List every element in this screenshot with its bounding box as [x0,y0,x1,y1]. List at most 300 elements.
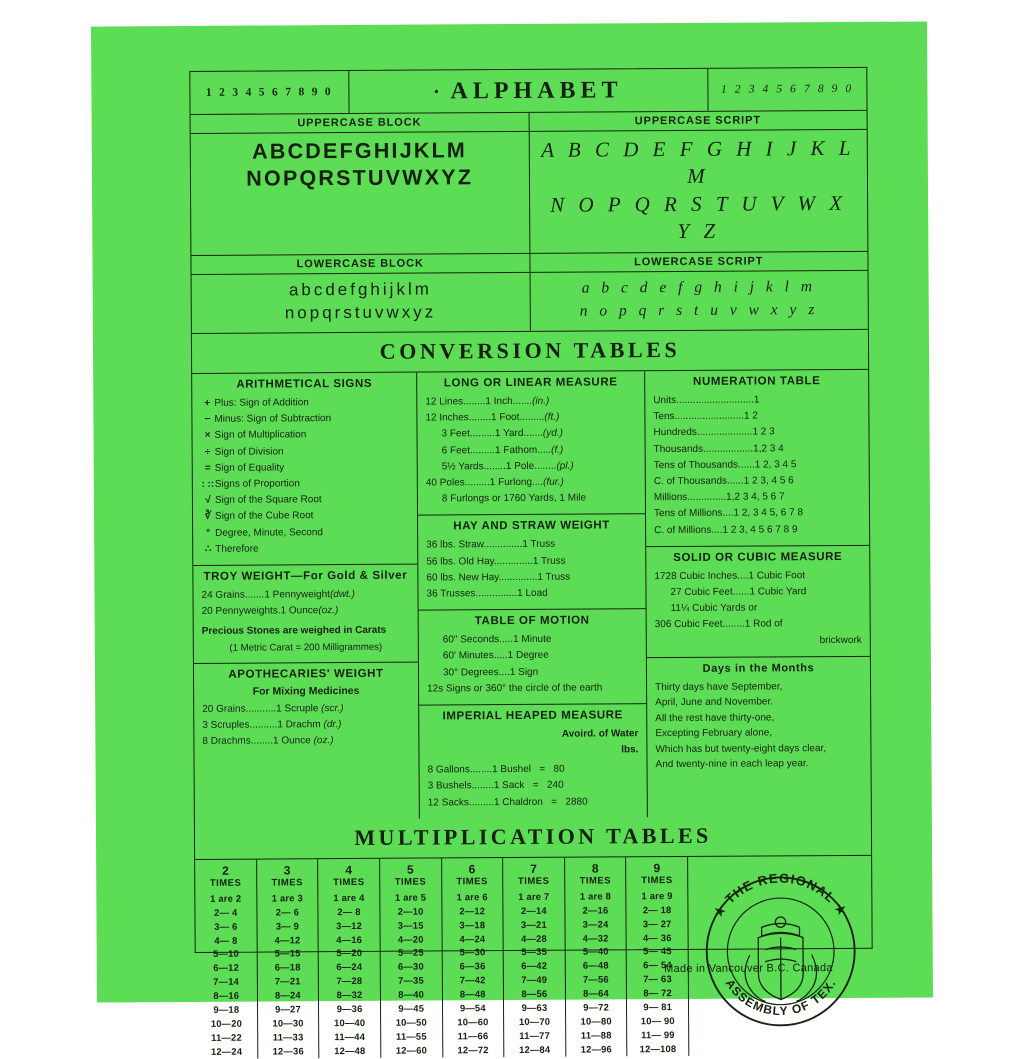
numeration-row [653,392,860,409]
cubic-row [655,616,862,633]
troy-row [201,587,409,604]
num-left: Tens of Thousands [653,459,739,471]
num-right: 1 2 3, 4 5 6 7 8 9 [722,523,798,536]
num-left: Thousands [653,443,704,455]
times-row: 5—35 [521,946,548,958]
apo-right: 1 Drachm [277,719,321,731]
times-label: TIMES [209,877,242,889]
times-row: 12—60 [395,1044,428,1056]
sign-text: Plus: Sign of Addition [214,397,309,409]
times-row: 6— 54 [643,959,672,971]
num-dots: .... [722,508,734,520]
imp-eq: = [539,764,546,776]
times-row: 3— 27 [642,917,672,929]
sign-text: Sign of Multiplication [214,429,307,442]
hay-right: 1 Load [517,587,548,599]
sign-row [201,459,409,476]
times-table-7 [502,858,565,1057]
times-row: 2— 6 [275,906,300,918]
hay-straw-box [418,515,646,611]
troy-right: 1 Pennyweight [264,589,330,601]
lin-dots: ......... [464,477,490,489]
times-row: 8— 72 [643,987,672,999]
sign-symbol: ° [206,527,211,539]
times-row: 4—28 [521,932,547,944]
apothecaries-box [194,663,419,758]
times-row: 9—72 [583,1001,610,1013]
times-row: 3—18 [459,918,486,930]
times-number: 5 [406,862,414,877]
times-row: 12—24 [210,1045,243,1057]
lowercase-script [529,271,868,331]
times-row: 8—64 [583,987,609,999]
times-row: 6—36 [459,960,486,972]
days-line: All the rest have thirty-one, [655,712,775,724]
lin-right: 1 Yard [494,428,524,440]
imp-left: 3 Bushels [427,780,472,792]
times-row: 11— 99 [641,1028,675,1041]
lin-right: 1 Foot [491,412,520,424]
num-dots: .................... [696,426,753,439]
times-row: 7—35 [398,974,424,986]
troy-note-2: (1 Metric Carat = 200 Milligrammes) [229,641,383,654]
apo-left: 8 Drachms [202,736,251,748]
cub-dots: .... [737,570,749,582]
times-row: 9—54 [459,1002,486,1014]
mot-right: 1 Sign [509,666,539,678]
cub-right-cont: brickwork [819,634,862,646]
conversion-column-3 [644,370,871,817]
sign-symbol: = [204,462,211,474]
times-row: 3—24 [582,918,609,930]
lin-dots: ......... [469,444,496,456]
imp-right: 1 Chaldron [493,796,543,808]
imp-right: 1 Bushel [492,764,532,776]
troy-note-1: Precious Stones are weighed in Carats [201,625,387,638]
lin-right: 1 Pole [505,460,535,472]
sign-text: Degree, Minute, Second [215,526,323,539]
numeration-row [654,473,861,490]
num-right: 1 [753,394,760,406]
times-row: 10—20 [210,1017,243,1029]
times-row: 8—24 [274,989,301,1001]
times-table-2 [195,859,257,1058]
times-row: 7— 63 [643,973,672,985]
imperial-row [428,761,639,778]
days-line: April, June and November. [655,696,774,709]
numeration-row [654,521,861,538]
hay-row [426,537,637,554]
title-dot: • [434,83,444,98]
mot-right: 1 Minute [513,633,552,646]
times-row: 8—40 [398,988,425,1000]
times-table-9 [625,857,688,1056]
times-row: 1 are 4 [333,891,365,903]
cub-left: 1728 Cubic Inches [654,570,738,582]
times-label: TIMES [394,876,427,888]
num-dots: .... [711,524,723,536]
sign-text: Sign of the Cube Root [214,510,314,523]
times-row: 1 are 5 [394,891,427,903]
times-row: 1 are 6 [456,890,488,903]
times-row: 2—16 [582,904,609,916]
troy-left: 24 Grains [201,589,245,601]
times-row: 12—84 [519,1043,551,1055]
sign-text: Signs of Proportion [214,478,300,490]
card-page [91,21,933,1057]
times-row: 7—28 [336,975,363,987]
lin-abbr: (yd.) [542,428,563,440]
numeration-row [653,424,860,441]
mot-right: 1 Degree [507,650,549,662]
times-row: 1 are 2 [210,892,242,904]
num-left: Millions [653,492,688,504]
times-row: 9— 81 [643,1001,673,1013]
times-row: 5—40 [582,945,609,958]
times-row: 6—24 [336,961,363,973]
sign-symbol: ∛ [204,511,212,523]
lowercase-script-line1: a b c d e f g h i j k l m [581,278,817,297]
cubic-row [655,632,862,649]
seal-cell [687,856,872,1056]
svg-text:★ THE REGIONAL ★: ★ THE REGIONAL ★ [709,870,851,921]
imp-value: 240 [546,780,564,792]
times-row: 7—21 [274,975,301,987]
times-table-5 [379,858,442,1057]
times-row: 4—20 [397,933,424,945]
num-dots: ...... [726,475,744,487]
sign-row [200,395,408,412]
imp-right: 1 Sack [493,780,525,792]
lin-left: 6 Feet [441,444,471,457]
label-lowercase-block: LOWERCASE BLOCK [296,257,424,271]
imperial-row [428,778,639,795]
times-row: 12—36 [272,1045,304,1057]
hay-row [426,553,637,570]
multiplication-body [195,855,872,1059]
motion-row [427,631,638,648]
motion-row [427,680,638,697]
troy-weight-box [193,565,418,664]
cub-dots: ........ [722,618,745,631]
lin-dots2: ....... [523,428,543,440]
times-row: 3—15 [397,919,424,931]
conversion-title: CONVERSION TABLES [379,337,681,364]
mot-left: 60' Minutes [442,650,494,662]
lin-left: 40 Poles [425,477,465,489]
days-line: Excepting February alone, [655,727,773,740]
times-row: 4— 36 [642,931,672,943]
times-table-8 [564,857,627,1056]
times-row: 10—60 [457,1016,489,1028]
hay-left: 56 lbs. Old Hay [426,555,494,568]
hay-straw-title: HAY AND STRAW WEIGHT [453,519,610,533]
times-row: 11—88 [580,1029,612,1041]
times-table-3 [256,859,319,1058]
cub-dots: ...... [732,586,750,598]
times-table-6 [441,858,504,1057]
lin-dots: ........ [483,460,506,472]
num-right: 1 2 3 [752,426,775,438]
lin-right: 1 Furlong [489,476,533,489]
times-row: 9—27 [275,1003,301,1015]
lin-left: 3 Feet [441,428,470,440]
num-dots: .................. [703,443,754,455]
lowercase-block-line1: abcdefghijklm [288,279,432,300]
hay-left: 60 lbs. New Hay [426,571,499,584]
lin-dots2: ..... [537,444,552,456]
num-dots: ...... [738,459,755,471]
apothecaries-row [202,733,410,750]
cubic-row [654,568,861,585]
lin-abbr: (fur.) [543,476,564,488]
numeration-row [654,489,861,506]
lowercase-script-line2: n o p q r s t u v w x y z [579,300,819,320]
conversion-column-1 [192,373,419,820]
lin-left: 12 Inches [425,412,469,424]
cubic-row [654,584,861,601]
linear-row [425,426,636,443]
lin-dots: ......... [469,428,495,440]
times-row: 3— 6 [214,920,238,932]
days-in-months-box [647,657,871,780]
num-left: Hundreds [653,427,697,439]
regional-assembly-seal-icon [694,865,867,1038]
multiplication-tables [195,857,688,1059]
imp-value: 80 [553,763,565,776]
times-row: 11—33 [272,1031,304,1043]
lin-right: 1 Inch [485,396,513,408]
lin-dots: ........ [468,412,492,424]
times-row: 8—48 [459,988,486,1000]
times-row: 7—49 [521,974,548,986]
days-line: And twenty-nine in each leap year. [655,758,809,771]
times-row: 1 are 9 [641,889,673,902]
uppercase-script [528,130,867,253]
times-label: TIMES [517,875,550,887]
lin-dots2: ........ [534,460,557,472]
times-row: 6—12 [213,962,240,974]
hay-row [426,569,637,586]
hay-left: 36 Trusses [426,588,476,600]
solid-cubic-box [646,546,870,658]
sign-text: Sign of Equality [214,462,285,474]
num-right: 1 2, 3 4 5 [754,459,797,471]
sign-symbol: ÷ [204,446,211,458]
mot-left: 30° Degrees [442,666,499,678]
apo-dots: ........... [245,703,277,715]
hay-right: 1 Truss [537,571,571,583]
times-row: 1 are 7 [518,890,550,902]
apo-right: 1 Ounce [272,735,311,747]
times-row: 2—12 [459,904,486,917]
lin-dots2: .... [531,476,544,488]
apothecaries-subtitle: For Mixing Medicines [252,684,360,698]
times-row: 10—80 [580,1015,612,1027]
imperial-subtitle: Avoird. of Water [561,728,639,740]
hay-right: 1 Truss [522,539,556,551]
motion-row [427,648,638,665]
times-row: 7—42 [459,974,486,986]
conversion-column-2 [416,371,647,818]
times-label: TIMES [456,875,488,888]
lin-left: 12 Lines [425,396,464,408]
days-in-months-title: Days in the Months [702,661,815,675]
times-row: 5—15 [274,947,301,959]
num-right: 1,2 3 4, 5 6 7 [726,491,785,503]
linear-row [426,458,637,475]
hay-dots: .............. [483,539,523,551]
times-row: 9—36 [336,1002,363,1015]
times-row: 11—22 [211,1031,242,1043]
numeration-row [654,440,861,457]
times-row: 4—32 [582,931,609,944]
uppercase-script-line1: A B C D E F G H I J K L M [541,135,855,189]
made-in-footer: Made in Vancouver B.C. Canada [664,962,833,976]
numeration-row [653,408,860,425]
alphabet-title-text: ALPHABET [450,76,623,104]
sign-symbol: : :: [201,478,215,490]
sign-text: Minus: Sign of Subtraction [214,413,332,426]
num-left: C. of Millions [654,524,712,536]
times-row: 6—18 [274,961,301,973]
num-left: Units [653,395,677,407]
band-body-upper [191,129,868,255]
times-number: 4 [345,862,353,877]
hay-dots: ............... [475,587,518,600]
sign-row [200,411,408,428]
times-row: 5—10 [213,948,239,960]
lin-abbr: (in.) [532,395,550,407]
apo-right: 1 Scruple [276,703,319,715]
times-row: 8—56 [521,987,548,1000]
times-row: 4—16 [336,933,363,945]
lin-dots2: ....... [512,395,533,408]
troy-weight-title: TROY WEIGHT—For Gold & Silver [203,569,408,583]
alphabet-header [190,68,866,114]
linear-row [426,442,637,459]
times-row: 11—55 [395,1030,427,1042]
lin-right: 1 Fathom [494,444,538,456]
times-row: 12—72 [457,1043,489,1056]
linear-row [426,474,637,491]
mot-dots: ..... [499,634,514,646]
times-row: 2—14 [520,904,547,916]
numeration-table-box [645,370,869,547]
times-number: 2 [222,863,229,878]
times-label: TIMES [333,876,365,888]
times-row: 5—30 [459,946,486,958]
times-row: 3—12 [336,919,363,931]
times-row: 7—14 [213,975,240,988]
apo-abbr: (scr.) [321,703,344,715]
apo-dots: ........ [250,735,274,748]
times-row: 1 are 8 [579,890,612,902]
times-row: 7—56 [582,973,609,985]
hay-row [426,585,637,602]
num-right: 1 2, 3 4 5, 6 7 8 [733,507,804,520]
imperial-heaped-title: IMPERIAL HEAPED MEASURE [442,709,623,723]
solid-cubic-title: SOLID OR CUBIC MEASURE [673,550,843,564]
num-right: 1 2 [743,410,758,422]
hay-right: 1 Truss [532,555,566,567]
times-row: 10—40 [334,1016,366,1029]
sign-symbol: × [204,430,211,442]
uppercase-block-line2: NOPQRSTUVWXYZ [246,164,474,191]
times-number: 7 [530,861,538,876]
uppercase-block [191,132,529,255]
lin-abbr: (ft.) [544,411,560,424]
times-row: 9—63 [521,1001,548,1014]
times-row: 4— 8 [214,934,238,946]
lin-abbr: (pl.) [556,460,574,472]
sign-row [201,508,409,525]
troy-abbr: (dwt.) [329,588,355,601]
cubic-row [655,600,862,617]
lowercase-block-line2: nopqrstuvwxyz [284,302,437,323]
times-number: 8 [591,861,599,876]
times-row: 6—48 [582,959,609,971]
sign-row [201,540,409,557]
lowercase-block [192,273,530,333]
num-left: Tens of Millions [653,508,723,520]
sign-symbol: − [204,414,211,426]
times-number: 9 [653,860,661,875]
times-row: 11—77 [519,1029,551,1041]
multiplication-title: MULTIPLICATION TABLES [354,822,712,850]
alphabet-title [348,69,708,113]
cub-right: 1 Rod of [744,618,783,630]
times-row: 2— 8 [337,905,361,917]
uppercase-script-line2: N O P Q R S T U V W X Y Z [550,190,847,243]
imp-dots: ........ [471,780,494,792]
imp-left: 12 Sacks [427,796,469,809]
times-row: 6—30 [398,960,424,973]
times-row: 10—70 [518,1015,551,1027]
apothecaries-title: APOTHECARIES' WEIGHT [228,667,384,681]
imperial-heaped-box [419,704,647,818]
times-row: 5—20 [336,947,363,959]
imp-value: 2880 [565,796,588,808]
conversion-section [192,329,871,820]
times-row: 12—48 [334,1044,366,1056]
label-uppercase-script: UPPERCASE SCRIPT [528,111,867,131]
mot-left: 60" Seconds [442,634,500,646]
multiplication-section [195,816,872,1059]
times-number: 6 [468,862,476,877]
linear-measure-box [417,371,645,516]
sign-row [200,427,408,444]
troy-abbr: (oz.) [318,605,339,617]
apothecaries-row [202,717,410,734]
arithmetical-signs-title: ARITHMETICAL SIGNS [236,377,373,391]
times-row: 1 are 3 [271,892,303,904]
mot-dots: .... [498,666,510,678]
troy-left: 20 Pennyweights [201,605,278,618]
num-right: 1,2 3 4 [753,442,784,455]
troy-dots: . [277,605,281,617]
troy-right: 1 Ounce [280,605,319,617]
times-row: 8—16 [213,989,240,1001]
cub-right: 1 Cubic Yard [749,586,807,598]
hay-dots: .............. [498,571,538,583]
arithmetical-signs-box [192,373,417,566]
linear-measure-title: LONG OR LINEAR MEASURE [443,376,618,390]
imp-eq: = [551,796,558,808]
mot-dots: ..... [493,650,508,662]
troy-dots: ....... [244,589,265,601]
num-right: 1 2 3, 4 5 6 [743,475,794,487]
